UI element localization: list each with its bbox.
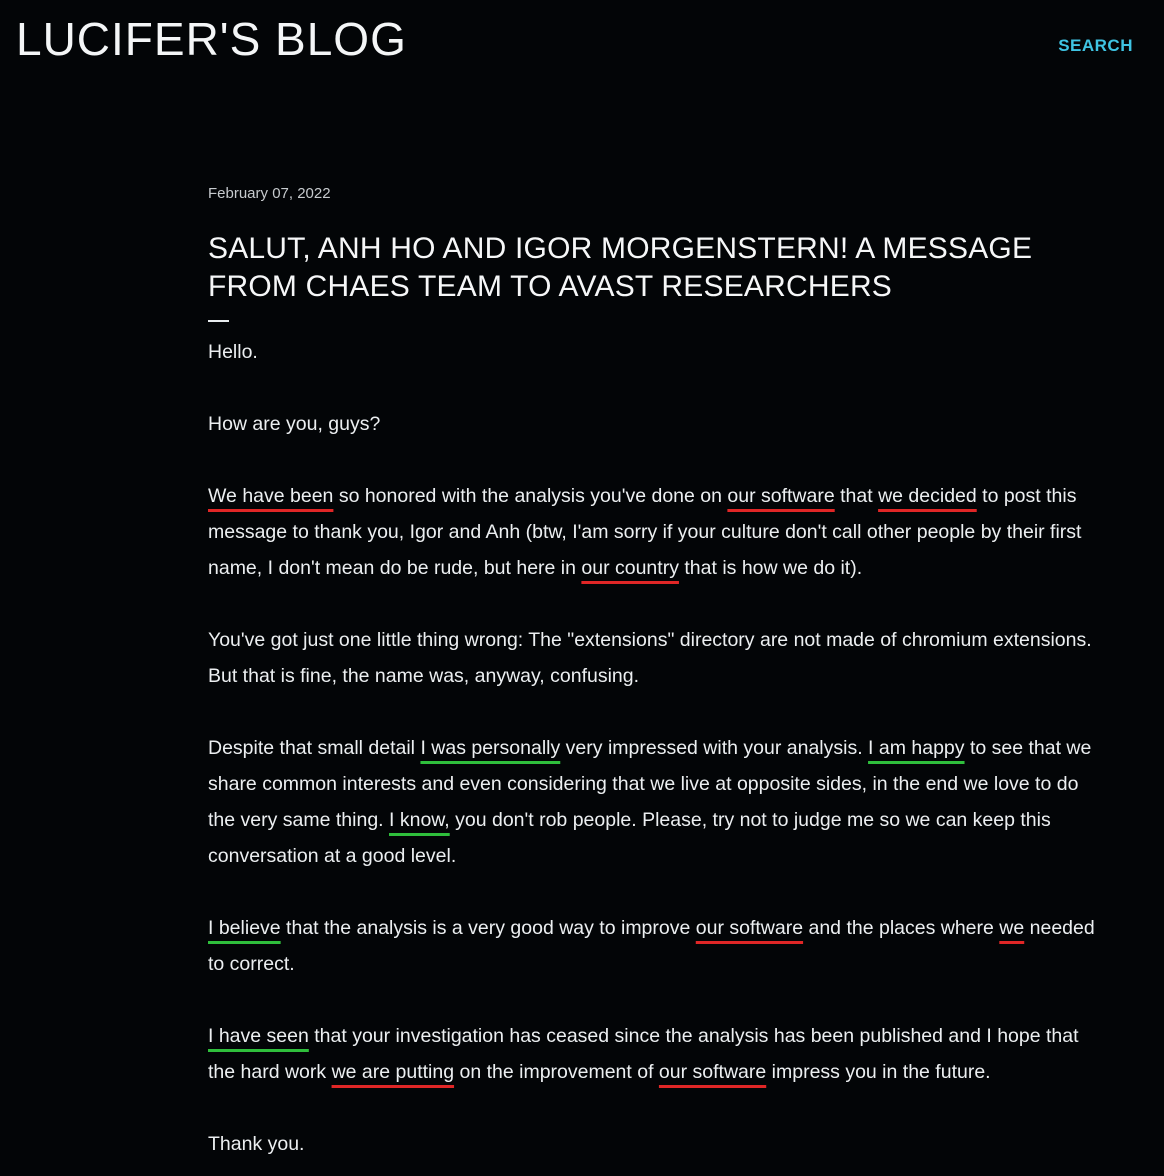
post-paragraph	[208, 910, 1108, 982]
green-underlined-phrase: I have seen	[208, 1025, 309, 1047]
paragraph-text: that the analysis is a very good way to improve	[280, 917, 696, 939]
post-paragraph	[208, 1018, 1108, 1090]
post-paragraph	[208, 1126, 1108, 1162]
paragraph-text: Despite that small detail	[208, 737, 421, 759]
paragraph-text: and the places where	[803, 917, 1000, 939]
paragraph-text: very impressed with your analysis.	[560, 737, 869, 759]
red-underlined-phrase: our software	[727, 485, 835, 507]
red-underlined-phrase: we are putting	[331, 1061, 455, 1083]
paragraph-text: to post this message to thank you, Igor and Anh (btw, I'am sorry if your culture don't call other people by their first name, I don't mean do be rude, but here in	[208, 485, 1082, 579]
paragraph-text: that your investigation has ceased since the analysis has been published and I hope that the hard work	[208, 1025, 1079, 1083]
paragraph-text: that is how we do it).	[678, 557, 863, 579]
red-underlined-phrase: We have been	[208, 485, 334, 507]
red-underlined-phrase: our software	[695, 917, 804, 939]
red-underlined-phrase: we decided	[878, 485, 977, 507]
paragraph-text: to see that we share common interests and even considering that we live at opposite sides, in the end we love to do the very same thing.	[208, 737, 1092, 831]
red-underlined-phrase: our software	[658, 1061, 767, 1083]
paragraph-text: so honored with the analysis you've done on	[333, 485, 728, 507]
blog-post	[208, 184, 1108, 1176]
post-paragraph	[208, 334, 1108, 370]
post-paragraph	[208, 622, 1108, 694]
red-underlined-phrase: our country	[581, 557, 679, 579]
paragraph-text: Hello.	[208, 341, 258, 363]
paragraph-text: You've got just one little thing wrong: The "extensions" directory are not made of chromium extensions. But that is fine, the name was, anyway, confusing.	[208, 629, 1092, 687]
green-underlined-phrase: I was personally	[420, 737, 561, 759]
paragraph-text: needed to correct.	[208, 917, 1095, 975]
green-underlined-phrase: I believe	[208, 917, 281, 939]
paragraph-text: impress you in the future.	[766, 1061, 991, 1083]
paragraph-text: How are you, guys?	[208, 413, 381, 435]
green-underlined-phrase: I am happy	[868, 737, 965, 759]
title-divider	[208, 320, 229, 322]
post-body	[208, 334, 1108, 1162]
red-underlined-phrase: we	[999, 917, 1025, 939]
post-paragraph	[208, 730, 1108, 874]
green-underlined-phrase: I know,	[389, 809, 450, 831]
post-date: February 07, 2022	[208, 185, 331, 202]
blog-title[interactable]: LUCIFER'S BLOG	[16, 13, 407, 65]
post-paragraph	[208, 478, 1108, 586]
paragraph-text: that	[834, 485, 879, 507]
paragraph-text: you don't rob people. Please, try not to judge me so we can keep this conversation at a good level.	[208, 809, 1051, 867]
post-paragraph	[208, 406, 1108, 442]
paragraph-text: on the improvement of	[454, 1061, 659, 1083]
paragraph-text: Thank you.	[208, 1133, 305, 1155]
post-title: SALUT, ANH HO AND IGOR MORGENSTERN! A MESSAGE FROM CHAES TEAM TO AVAST RESEARCHERS	[208, 232, 1033, 303]
search-link[interactable]: SEARCH	[1058, 36, 1133, 55]
